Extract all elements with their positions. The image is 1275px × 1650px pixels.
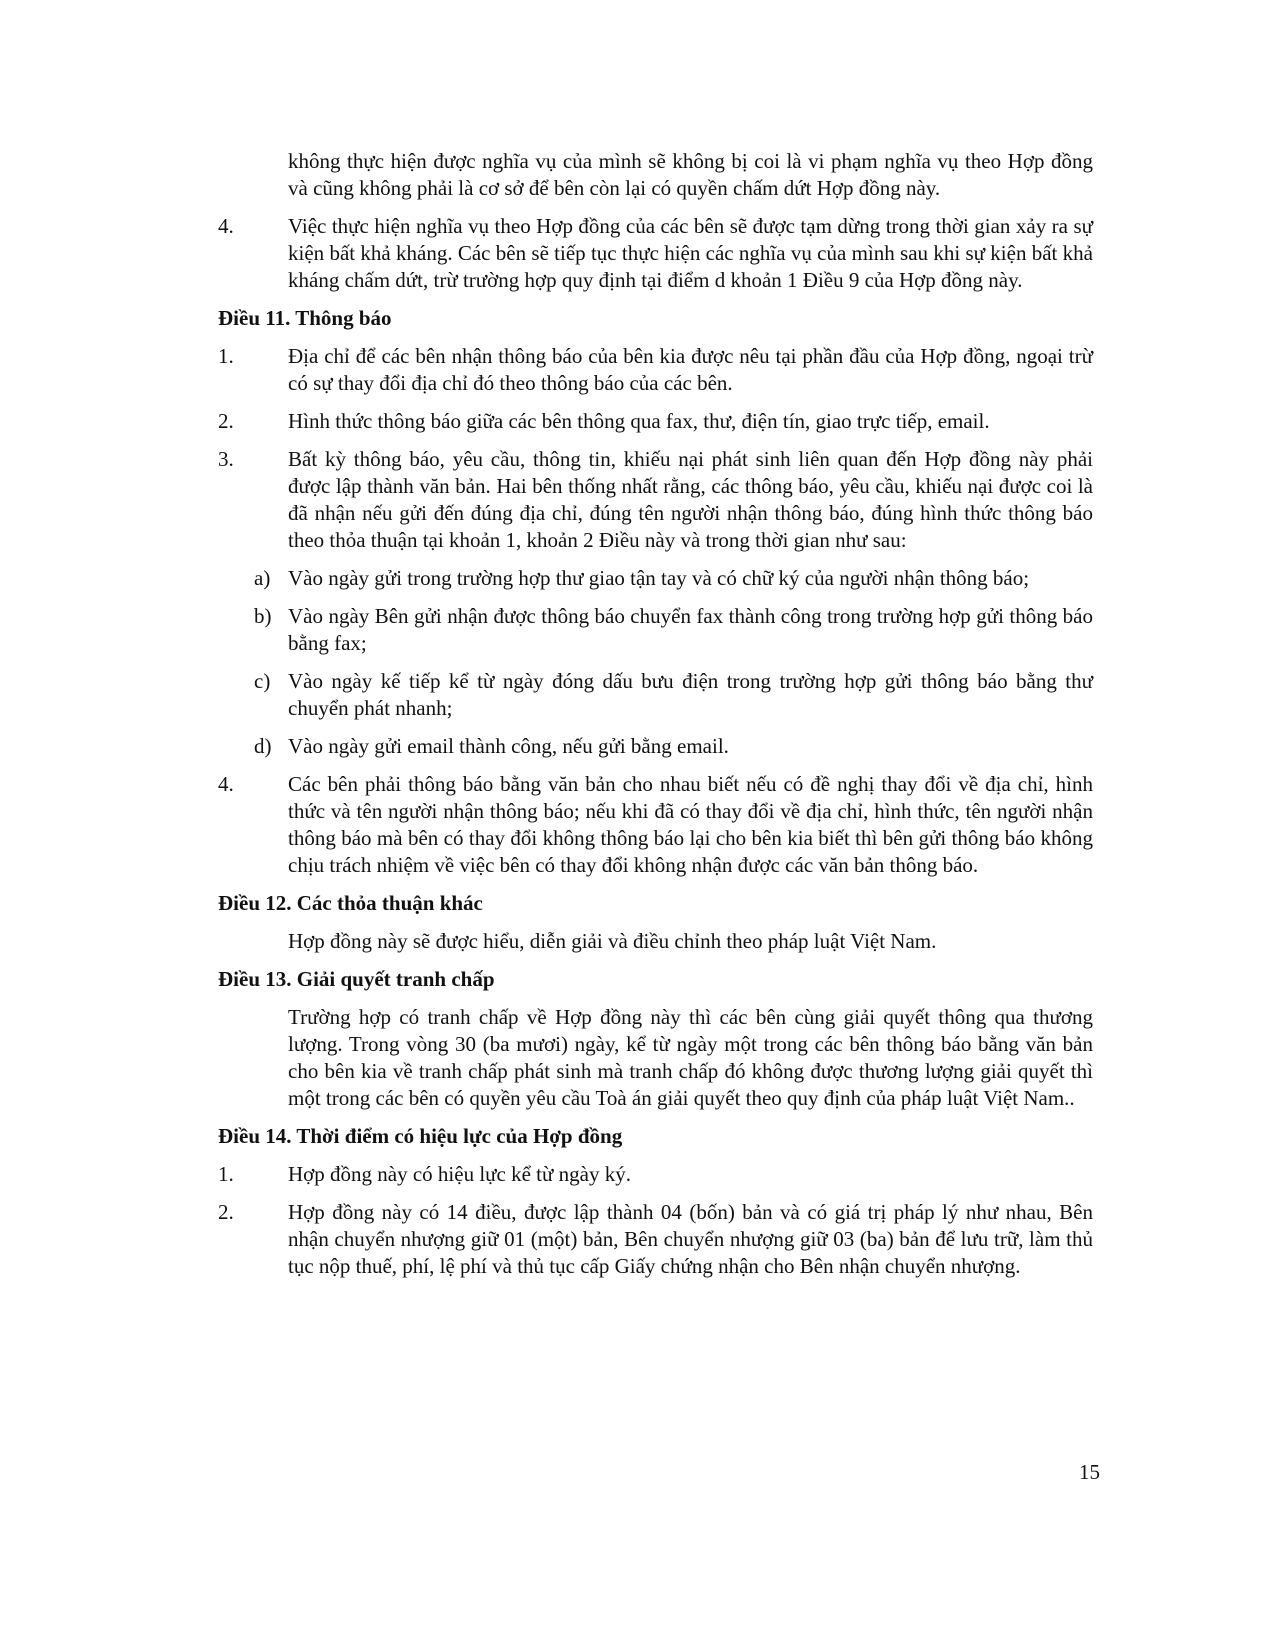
article-13-paragraph: Trường hợp có tranh chấp về Hợp đồng này thì các bên cùng giải quyết thông qua thương lượng. Trong vòng 30 (ba mươi) ngày, kể từ ngày một trong các bên thông báo bằng văn bản cho bên kia về tranh chấp phát sinh mà tranh chấp đó không được thương lượng giải quyết thì một trong các bên có quyền yêu cầu Toà án giải quyết theo quy định của pháp luật Việt Nam.. <box>288 1005 1093 1110</box>
sub-letter: d) <box>254 734 272 758</box>
article-12-paragraph: Hợp đồng này sẽ được hiểu, diễn giải và điều chỉnh theo pháp luật Việt Nam. <box>288 929 937 953</box>
item-text: Các bên phải thông báo bằng văn bản cho nhau biết nếu có đề nghị thay đổi về địa chỉ, hình thức và tên người nhận thông báo; nếu khi đã có thay đổi về địa chỉ, hình thức, tên người nhận thông báo mà bên có thay đổi không thông báo lại cho bên kia biết thì bên gửi thông báo không chịu trách nhiệm về việc bên có thay đổi không nhận được các văn bản thông báo. <box>288 772 1093 877</box>
sub-letter: b) <box>254 604 272 628</box>
item-number: 4. <box>218 772 234 796</box>
continuation-paragraph: không thực hiện được nghĩa vụ của mình sẽ không bị coi là vi phạm nghĩa vụ theo Hợp đồng và cũng không phải là cơ sở để bên còn lại có quyền chấm dứt Hợp đồng này. <box>288 149 1093 200</box>
article-12-heading: Điều 12. Các thỏa thuận khác <box>218 891 483 915</box>
document-body <box>218 148 1093 1291</box>
article-13-heading: Điều 13. Giải quyết tranh chấp <box>218 967 495 991</box>
clause-11-item-3 <box>218 446 1093 554</box>
item-number: 2. <box>218 409 234 433</box>
sub-letter: c) <box>254 669 271 693</box>
clause-11-sub-c <box>218 668 1093 722</box>
item-text: Hợp đồng này có hiệu lực kể từ ngày ký. <box>288 1162 631 1186</box>
item-number: 2. <box>218 1200 234 1224</box>
item-text: Địa chỉ để các bên nhận thông báo của bên kia được nêu tại phần đầu của Hợp đồng, ngoại trừ có sự thay đổi địa chỉ đó theo thông báo của các bên. <box>288 344 1093 395</box>
sub-text: Vào ngày Bên gửi nhận được thông báo chuyển fax thành công trong trường hợp gửi thông báo bằng fax; <box>288 604 1093 655</box>
clause-11-sub-d <box>218 733 1093 760</box>
item-text: Hợp đồng này có 14 điều, được lập thành 04 (bốn) bản và có giá trị pháp lý như nhau, Bên nhận chuyển nhượng giữ 01 (một) bản, Bên chuyển nhượng giữ 03 (ba) bản để lưu trữ, làm thủ tục nộp thuế, phí, lệ phí và thủ tục cấp Giấy chứng nhận cho Bên nhận chuyển nhượng. <box>288 1200 1093 1278</box>
sub-text: Vào ngày gửi trong trường hợp thư giao tận tay và có chữ ký của người nhận thông báo; <box>288 566 1030 590</box>
clause-11-item-2 <box>218 408 1093 435</box>
sub-text: Vào ngày gửi email thành công, nếu gửi bằng email. <box>288 734 729 758</box>
clause-11-item-1 <box>218 343 1093 397</box>
clause-14-item-1 <box>218 1161 1093 1188</box>
item-text: Hình thức thông báo giữa các bên thông qua fax, thư, điện tín, giao trực tiếp, email. <box>288 409 990 433</box>
clause-10-item-4 <box>218 213 1093 294</box>
sub-letter: a) <box>254 566 271 590</box>
item-text: Bất kỳ thông báo, yêu cầu, thông tin, khiếu nại phát sinh liên quan đến Hợp đồng này phải được lập thành văn bản. Hai bên thống nhất rằng, các thông báo, yêu cầu, khiếu nại được coi là đã nhận nếu gửi đến đúng địa chỉ, đúng tên người nhận thông báo, đúng hình thức thông báo theo thỏa thuận tại khoản 1, khoản 2 Điều này và trong thời gian như sau: <box>288 447 1093 552</box>
item-number: 4. <box>218 214 234 238</box>
clause-11-sub-a <box>218 565 1093 592</box>
sub-text: Vào ngày kế tiếp kể từ ngày đóng dấu bưu điện trong trường hợp gửi thông báo bằng thư chuyển phát nhanh; <box>288 669 1093 720</box>
item-number: 3. <box>218 447 234 471</box>
page-number: 15 <box>1079 1460 1100 1484</box>
clause-11-item-4 <box>218 771 1093 879</box>
clause-11-sub-b <box>218 603 1093 657</box>
item-text: Việc thực hiện nghĩa vụ theo Hợp đồng của các bên sẽ được tạm dừng trong thời gian xảy ra sự kiện bất khả kháng. Các bên sẽ tiếp tục thực hiện các nghĩa vụ của mình sau khi sự kiện bất khả kháng chấm dứt, trừ trường hợp quy định tại điểm d khoản 1 Điều 9 của Hợp đồng này. <box>288 214 1093 292</box>
item-number: 1. <box>218 1162 234 1186</box>
clause-14-item-2 <box>218 1199 1093 1280</box>
article-11-heading: Điều 11. Thông báo <box>218 306 392 330</box>
item-number: 1. <box>218 344 234 368</box>
article-14-heading: Điều 14. Thời điểm có hiệu lực của Hợp đồng <box>218 1124 623 1148</box>
